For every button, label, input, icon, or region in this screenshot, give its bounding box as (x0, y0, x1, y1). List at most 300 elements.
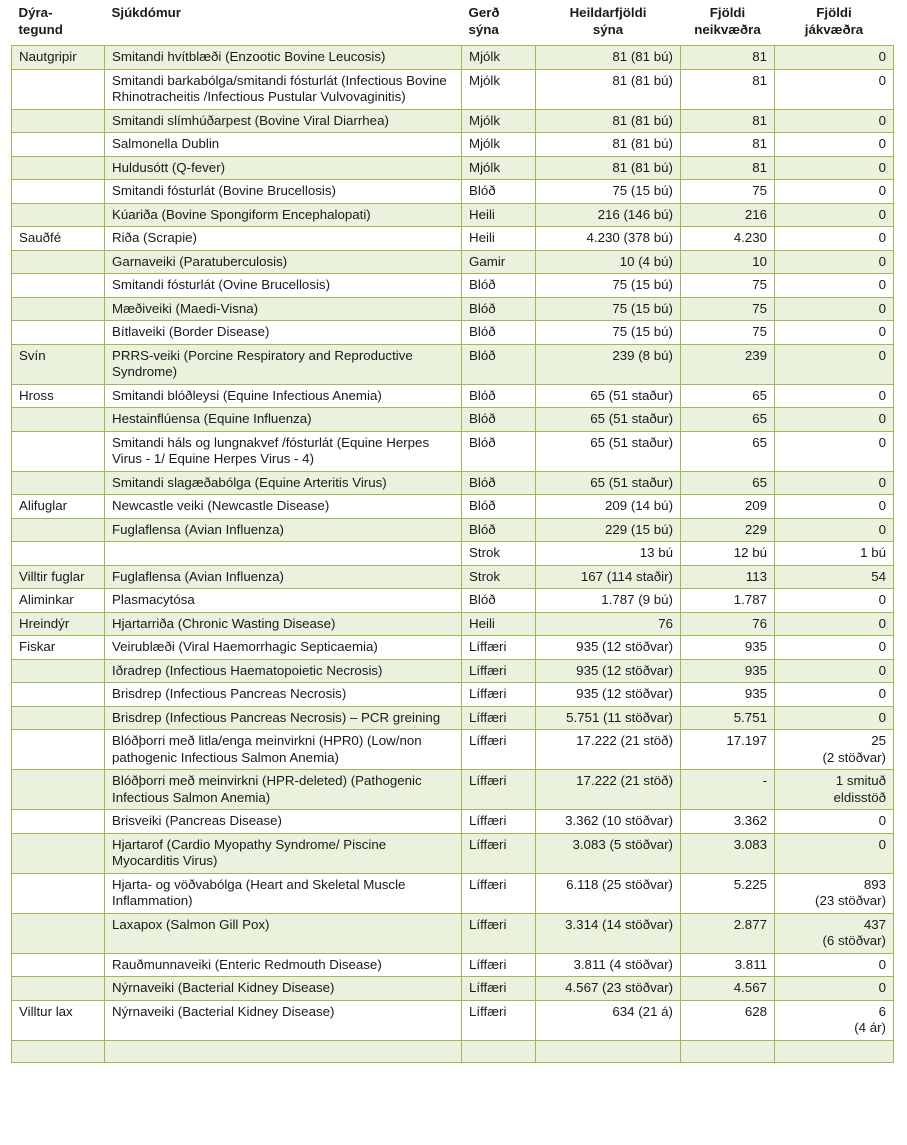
cell-disease (105, 109, 462, 133)
cell-disease (105, 471, 462, 495)
cell-positive-count (775, 344, 894, 384)
cell-positive-count (775, 565, 894, 589)
cell-negative-count-value: 628 (744, 1003, 767, 1019)
cell-total-samples (536, 659, 681, 683)
cell-negative-count (681, 297, 775, 321)
cell-negative-count (681, 250, 775, 274)
cell-disease-value: Hjartarriða (Chronic Wasting Disease) (112, 615, 336, 631)
cell-disease (105, 636, 462, 660)
cell-animal (12, 227, 105, 251)
cell-animal (12, 156, 105, 180)
cell-total-samples-value: 81 (81 bú) (612, 112, 673, 128)
cell-disease-value: Fuglaflensa (Avian Influenza) (112, 521, 284, 537)
cell-sample-type (462, 109, 536, 133)
cell-sample-type (462, 810, 536, 834)
cell-disease-value: Smitandi blóðleysi (Equine Infectious Anemia) (112, 387, 382, 403)
cell-disease (105, 227, 462, 251)
cell-total-samples-value: 81 (81 bú) (612, 159, 673, 175)
cell-positive-count (775, 833, 894, 873)
cell-animal (12, 133, 105, 157)
cell-disease (105, 156, 462, 180)
cell-sample-type (462, 471, 536, 495)
cell-sample-type (462, 636, 536, 660)
cell-positive-count (775, 770, 894, 810)
table-row (12, 636, 894, 660)
table-row (12, 203, 894, 227)
cell-total-samples (536, 542, 681, 566)
cell-positive-count-value: 437 (863, 916, 886, 932)
cell-total-samples (536, 1040, 681, 1062)
cell-disease (105, 833, 462, 873)
cell-sample-type (462, 953, 536, 977)
cell-sample-type (462, 589, 536, 613)
cell-total-samples-value: 935 (12 stöðvar) (576, 686, 673, 701)
cell-negative-count-value: 76 (752, 615, 767, 631)
cell-positive-count-value: 0 (878, 709, 886, 725)
cell-negative-count-value: 75 (752, 324, 767, 339)
cell-positive-detail: (6 stöðvar) (822, 933, 886, 948)
cell-sample-type (462, 730, 536, 770)
cell-positive-count (775, 873, 894, 913)
cell-negative-count (681, 636, 775, 660)
cell-total-samples (536, 471, 681, 495)
cell-positive-count (775, 297, 894, 321)
cell-total-samples (536, 833, 681, 873)
cell-animal (12, 344, 105, 384)
cell-negative-count-value: 81 (752, 49, 767, 64)
cell-disease (105, 1000, 462, 1040)
table-row (12, 133, 894, 157)
cell-negative-count-value: 3.811 (734, 956, 767, 972)
cell-sample-type-value: Blóð (469, 474, 496, 490)
cell-negative-count-value: 216 (744, 206, 767, 222)
cell-sample-type (462, 46, 536, 70)
cell-sample-type-value: Blóð (469, 183, 496, 198)
cell-positive-count-value: 0 (878, 112, 886, 128)
cell-disease (105, 730, 462, 770)
cell-sample-type-value: Blóð (469, 277, 496, 292)
cell-total-samples-value: 3.314 (14 stöðvar) (565, 916, 673, 932)
cell-negative-count-value: 5.751 (733, 709, 767, 725)
cell-sample-type-value: Líffæri (469, 916, 507, 932)
cell-animal (12, 384, 105, 408)
cell-total-samples (536, 636, 681, 660)
cell-total-samples-value: 13 bú (639, 545, 673, 560)
cell-negative-count (681, 46, 775, 70)
cell-total-samples-value: 3.811 (4 stöðvar) (573, 956, 673, 972)
cell-total-samples-value: 81 (81 bú) (612, 72, 673, 88)
cell-total-samples (536, 384, 681, 408)
cell-sample-type-value: Blóð (469, 300, 496, 316)
cell-sample-type-value: Mjólk (469, 112, 501, 128)
cell-disease-value: Huldusótt (Q-fever) (112, 159, 226, 175)
cell-animal-value: Alifuglar (19, 498, 68, 513)
cell-sample-type-value: Líffæri (469, 980, 507, 995)
cell-animal (12, 518, 105, 542)
cell-disease-value: Kúariða (Bovine Spongiform Encephalopati) (112, 206, 371, 222)
cell-animal (12, 683, 105, 707)
cell-disease (105, 495, 462, 519)
cell-negative-count-value: 81 (752, 159, 767, 175)
cell-total-samples (536, 297, 681, 321)
header-total-samples (536, 4, 681, 46)
cell-positive-count-value: 0 (878, 277, 886, 292)
cell-total-samples-value: 3.362 (10 stöðvar) (565, 813, 673, 828)
cell-total-samples-value: 935 (12 stöðvar) (576, 662, 673, 678)
cell-disease-value: PRRS-veiki (Porcine Respiratory and Reproductive Syndrome) (112, 347, 413, 379)
table-row (12, 683, 894, 707)
cell-negative-count (681, 542, 775, 566)
cell-total-samples (536, 408, 681, 432)
cell-sample-type (462, 69, 536, 109)
cell-negative-count (681, 109, 775, 133)
cell-positive-count-value: 0 (878, 980, 886, 995)
cell-positive-count (775, 109, 894, 133)
cell-positive-count (775, 250, 894, 274)
cell-disease-value: Blóðþorri með meinvirkni (HPR-deleted) (Pathogenic Infectious Salmon Anemia) (112, 773, 422, 805)
cell-negative-count (681, 133, 775, 157)
cell-disease-value: Laxapox (Salmon Gill Pox) (112, 916, 270, 932)
table-row (12, 180, 894, 204)
cell-negative-count-value: 935 (744, 686, 767, 701)
cell-negative-count (681, 770, 775, 810)
cell-sample-type-value: Líffæri (469, 662, 507, 678)
cell-total-samples (536, 495, 681, 519)
cell-animal (12, 250, 105, 274)
cell-sample-type-value: Mjólk (469, 72, 501, 88)
cell-disease-value: Riða (Scrapie) (112, 230, 197, 245)
cell-total-samples-value: 65 (51 staður) (590, 387, 673, 403)
cell-disease-value: Rauðmunnaveiki (Enteric Redmouth Disease) (112, 956, 382, 972)
cell-positive-count-value: 0 (878, 72, 886, 88)
cell-positive-count-value: 0 (878, 230, 886, 245)
cell-disease (105, 683, 462, 707)
cell-animal (12, 431, 105, 471)
cell-total-samples-value: 5.751 (11 stöðvar) (566, 709, 673, 725)
cell-disease-value: Nýrnaveiki (Bacterial Kidney Disease) (112, 980, 335, 995)
cell-negative-count (681, 977, 775, 1001)
table-row (12, 46, 894, 70)
cell-disease-value: Veirublæði (Viral Haemorrhagic Septicaemia) (112, 639, 378, 654)
cell-negative-count-value: 209 (744, 498, 767, 513)
table-row (12, 297, 894, 321)
cell-negative-count (681, 408, 775, 432)
cell-positive-count-value: 0 (878, 498, 886, 513)
cell-positive-count (775, 1000, 894, 1040)
cell-total-samples (536, 109, 681, 133)
cell-sample-type-value: Blóð (469, 324, 496, 339)
cell-sample-type (462, 344, 536, 384)
cell-total-samples (536, 344, 681, 384)
cell-positive-count (775, 227, 894, 251)
cell-sample-type-value: Líffæri (469, 686, 507, 701)
cell-positive-count-value: 0 (878, 411, 886, 426)
cell-positive-count (775, 810, 894, 834)
cell-sample-type (462, 321, 536, 345)
cell-animal (12, 408, 105, 432)
cell-disease (105, 565, 462, 589)
cell-disease-value: Smitandi barkabólga/smitandi fósturlát (Infectious Bovine Rhinotracheitis /Infectious Pustular Vulvovaginitis) (112, 72, 447, 104)
cell-negative-count (681, 565, 775, 589)
cell-positive-count-value: 0 (878, 521, 886, 537)
cell-negative-count-value: 17.197 (726, 733, 767, 748)
cell-total-samples-value: 634 (21 á) (612, 1003, 673, 1019)
cell-disease (105, 46, 462, 70)
cell-negative-count (681, 495, 775, 519)
cell-animal (12, 1040, 105, 1062)
table-row (12, 1040, 894, 1062)
cell-disease-value: Smitandi hvítblæði (Enzootic Bovine Leucosis) (112, 49, 386, 64)
table-row (12, 321, 894, 345)
cell-total-samples (536, 227, 681, 251)
header-line: Gerð (468, 5, 500, 20)
cell-negative-count (681, 431, 775, 471)
cell-positive-count-value: 0 (878, 474, 886, 490)
cell-sample-type (462, 180, 536, 204)
cell-total-samples (536, 565, 681, 589)
cell-disease-value: Brisveiki (Pancreas Disease) (112, 813, 282, 828)
cell-positive-count (775, 977, 894, 1001)
table-row (12, 565, 894, 589)
cell-sample-type-value: Blóð (469, 411, 496, 426)
cell-total-samples (536, 683, 681, 707)
cell-animal (12, 730, 105, 770)
cell-positive-detail: (23 stöðvar) (815, 893, 886, 908)
cell-sample-type-value: Mjólk (469, 159, 501, 175)
cell-total-samples-value: 81 (81 bú) (612, 136, 673, 151)
cell-sample-type-value: Líffæri (469, 733, 507, 748)
cell-sample-type (462, 156, 536, 180)
table-row (12, 706, 894, 730)
header-negative-count (681, 4, 775, 46)
cell-total-samples-value: 229 (15 bú) (604, 521, 673, 537)
header-line: Dýra- (18, 5, 53, 20)
cell-negative-count (681, 833, 775, 873)
cell-positive-count (775, 274, 894, 298)
cell-sample-type-value: Líffæri (469, 1003, 507, 1019)
cell-total-samples (536, 770, 681, 810)
table-row (12, 408, 894, 432)
disease-surveillance-table-container (11, 4, 893, 1063)
cell-positive-count (775, 321, 894, 345)
cell-negative-count-value: 113 (745, 568, 767, 584)
cell-negative-count (681, 180, 775, 204)
cell-animal (12, 706, 105, 730)
header-line: sýna (468, 21, 499, 37)
table-row (12, 495, 894, 519)
header-line: Fjöldi (709, 5, 746, 20)
cell-negative-count (681, 344, 775, 384)
cell-disease-value: Bítlaveiki (Border Disease) (112, 324, 270, 339)
cell-total-samples-value: 81 (81 bú) (612, 49, 673, 64)
cell-positive-count (775, 69, 894, 109)
cell-animal-value: Fiskar (19, 639, 56, 654)
cell-negative-count-value: 65 (752, 411, 767, 426)
cell-animal (12, 297, 105, 321)
table-row (12, 977, 894, 1001)
cell-animal (12, 203, 105, 227)
cell-negative-count-value: 229 (744, 521, 767, 537)
cell-total-samples-value: 76 (658, 615, 673, 631)
cell-sample-type-value: Strok (469, 545, 501, 560)
cell-animal-value: Svín (19, 347, 46, 363)
cell-total-samples-value: 4.230 (378 bú) (586, 230, 673, 245)
cell-animal-value: Sauðfé (19, 230, 62, 245)
cell-disease (105, 274, 462, 298)
table-row (12, 384, 894, 408)
table-row (12, 471, 894, 495)
cell-positive-count (775, 636, 894, 660)
cell-sample-type (462, 384, 536, 408)
cell-negative-count-value: 65 (752, 387, 767, 403)
table-row (12, 274, 894, 298)
cell-sample-type (462, 408, 536, 432)
cell-positive-detail: (2 stöðvar) (822, 749, 886, 765)
cell-positive-count (775, 408, 894, 432)
cell-negative-count (681, 953, 775, 977)
cell-negative-count (681, 471, 775, 495)
cell-sample-type (462, 1000, 536, 1040)
cell-positive-count-value: 1 smituð (835, 773, 886, 788)
cell-sample-type-value: Heili (469, 230, 495, 245)
cell-sample-type-value: Blóð (469, 498, 496, 513)
cell-disease (105, 659, 462, 683)
header-animal (12, 4, 105, 46)
cell-animal-value: Hreindýr (19, 615, 70, 631)
cell-positive-count (775, 1040, 894, 1062)
cell-sample-type (462, 1040, 536, 1062)
cell-sample-type (462, 203, 536, 227)
cell-disease (105, 180, 462, 204)
cell-positive-count (775, 659, 894, 683)
table-row (12, 612, 894, 636)
cell-negative-count (681, 321, 775, 345)
cell-negative-count-value: 4.230 (733, 230, 767, 245)
table-row (12, 913, 894, 953)
cell-positive-count-value: 1 bú (860, 545, 886, 560)
cell-negative-count-value: 65 (752, 474, 767, 490)
cell-positive-count-value: 0 (878, 639, 886, 654)
cell-disease (105, 518, 462, 542)
cell-animal (12, 589, 105, 613)
cell-animal-value: Villtir fuglar (19, 568, 85, 584)
cell-positive-count (775, 495, 894, 519)
cell-disease (105, 706, 462, 730)
cell-total-samples (536, 431, 681, 471)
cell-sample-type (462, 274, 536, 298)
cell-animal (12, 770, 105, 810)
table-row (12, 250, 894, 274)
cell-sample-type (462, 913, 536, 953)
cell-disease (105, 321, 462, 345)
header-disease (105, 4, 462, 46)
cell-positive-count (775, 471, 894, 495)
cell-negative-count (681, 659, 775, 683)
cell-animal (12, 542, 105, 566)
cell-negative-count-value: - (762, 773, 767, 788)
cell-positive-count-value: 0 (878, 183, 886, 198)
cell-sample-type (462, 659, 536, 683)
cell-sample-type (462, 250, 536, 274)
cell-disease (105, 1040, 462, 1062)
cell-animal (12, 636, 105, 660)
cell-total-samples-value: 216 (146 bú) (597, 206, 673, 222)
cell-disease (105, 250, 462, 274)
cell-animal-value: Aliminkar (19, 592, 74, 607)
cell-disease (105, 913, 462, 953)
cell-animal (12, 274, 105, 298)
cell-positive-count (775, 518, 894, 542)
cell-positive-count (775, 953, 894, 977)
cell-disease-value: Salmonella Dublin (112, 136, 220, 151)
cell-sample-type (462, 565, 536, 589)
cell-positive-count-value: 6 (878, 1003, 886, 1019)
header-sample-type (462, 4, 536, 46)
cell-negative-count-value: 65 (752, 434, 767, 450)
cell-total-samples (536, 46, 681, 70)
cell-disease (105, 344, 462, 384)
cell-sample-type (462, 873, 536, 913)
cell-disease (105, 612, 462, 636)
cell-sample-type-value: Mjólk (469, 136, 501, 151)
cell-total-samples-value: 4.567 (23 stöðvar) (565, 980, 673, 995)
cell-animal (12, 977, 105, 1001)
cell-positive-count-value: 0 (878, 49, 886, 64)
cell-negative-count-value: 1.787 (733, 592, 767, 607)
cell-disease (105, 810, 462, 834)
cell-sample-type-value: Líffæri (469, 709, 507, 725)
cell-negative-count-value: 3.362 (733, 813, 767, 828)
table-header (12, 4, 894, 46)
cell-total-samples (536, 977, 681, 1001)
cell-animal (12, 180, 105, 204)
table-row (12, 833, 894, 873)
cell-sample-type-value: Gamir (469, 253, 506, 269)
cell-total-samples-value: 10 (4 bú) (619, 253, 673, 269)
cell-positive-count-value: 0 (878, 836, 886, 852)
cell-positive-count-value: 0 (878, 434, 886, 450)
cell-disease (105, 589, 462, 613)
cell-sample-type (462, 227, 536, 251)
cell-positive-count-value: 0 (878, 159, 886, 175)
cell-disease-value: Blóðþorri með litla/enga meinvirkni (HPR0) (Low/non pathogenic Infectious Salmon Anemia) (112, 733, 422, 765)
table-row (12, 109, 894, 133)
cell-total-samples (536, 706, 681, 730)
cell-negative-count-value: 10 (752, 253, 767, 269)
cell-positive-count (775, 133, 894, 157)
cell-sample-type (462, 770, 536, 810)
cell-negative-count-value: 5.225 (733, 876, 767, 892)
cell-sample-type-value: Heili (469, 615, 495, 631)
cell-positive-count-value: 0 (878, 206, 886, 222)
cell-disease-value: Newcastle veiki (Newcastle Disease) (112, 498, 330, 513)
cell-negative-count-value: 81 (752, 112, 767, 128)
cell-disease (105, 977, 462, 1001)
cell-disease (105, 953, 462, 977)
cell-sample-type-value: Blóð (469, 521, 496, 537)
cell-total-samples-value: 75 (15 bú) (612, 277, 673, 292)
cell-total-samples (536, 810, 681, 834)
cell-animal (12, 810, 105, 834)
cell-disease-value: Nýrnaveiki (Bacterial Kidney Disease) (112, 1003, 335, 1019)
cell-sample-type-value: Blóð (469, 387, 496, 403)
cell-total-samples-value: 65 (51 staður) (590, 434, 673, 450)
cell-total-samples (536, 274, 681, 298)
cell-positive-detail: eldisstöð (833, 789, 886, 805)
cell-total-samples-value: 65 (51 staður) (590, 474, 673, 490)
cell-total-samples (536, 133, 681, 157)
cell-animal-value: Villtur lax (19, 1003, 73, 1019)
